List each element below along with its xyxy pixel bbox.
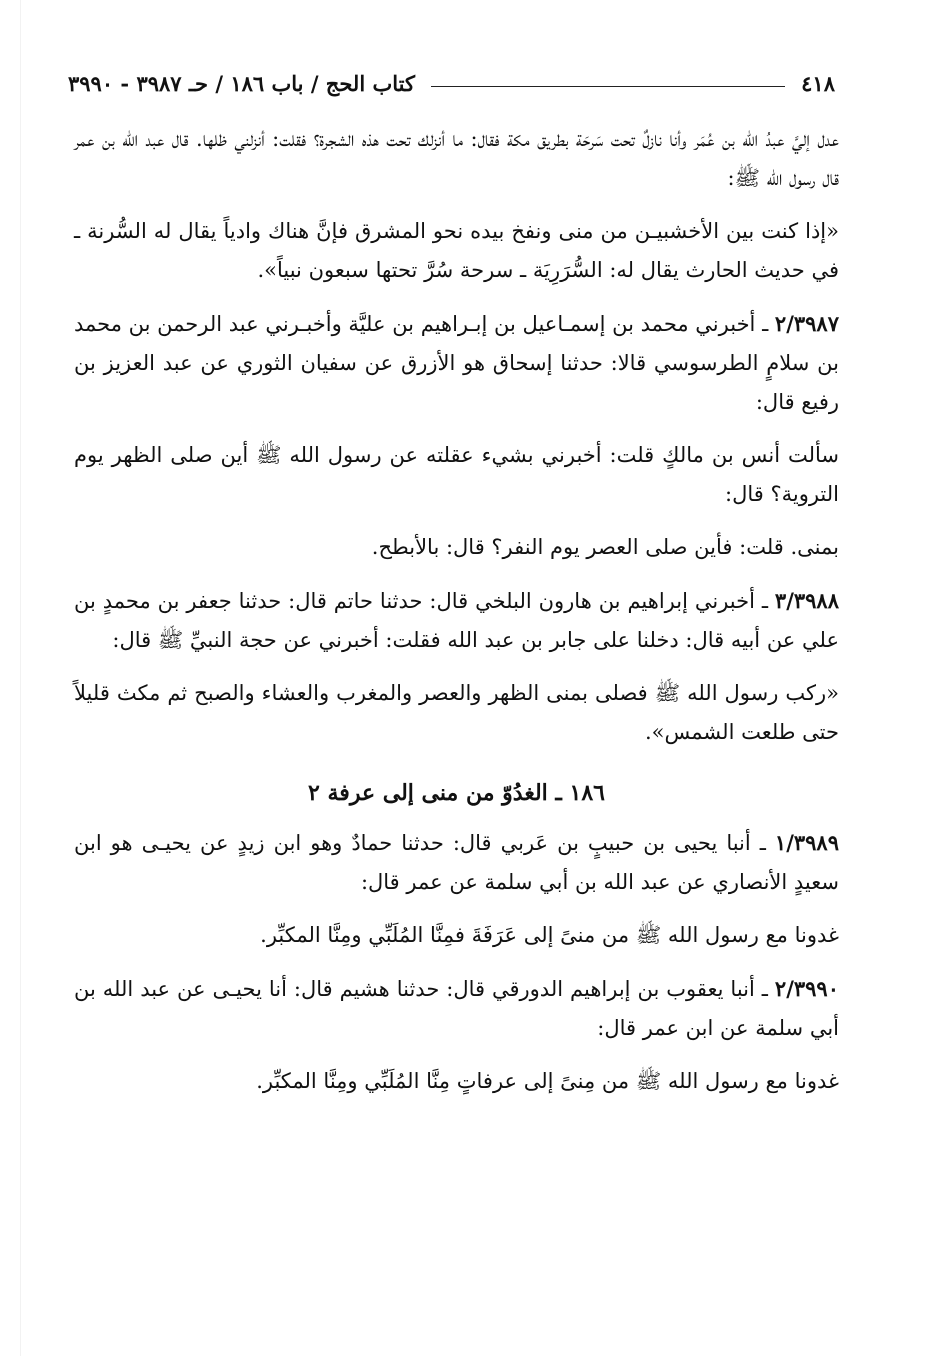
paragraph	[74, 528, 839, 567]
paragraph-text: سألت أنس بن مالكٍ قلت: أخبرني بشيء عقلته عن رسول الله ﷺ أين صلى الظهر يوم التروية؟ قال:	[74, 443, 839, 506]
hadith-number: ١/٣٩٨٩	[774, 830, 839, 855]
page-number: ٤١٨	[801, 71, 835, 96]
hadith-number: ٢/٣٩٨٧	[774, 311, 839, 336]
paragraph-text: عدل إليَّ عبدُ الله بن عُمَر وأنا نازلٌ تحت سَرحَة بطريق مكة فقال: ما أنزلك تحت هذه الشجرة؟ فقلت: أنزلني ظلها. قال عبد الله بن عمر قال رسول الله ﷺ:	[74, 127, 839, 190]
paragraph	[74, 1062, 839, 1101]
paragraph	[74, 674, 839, 752]
paragraph-text: غدونا مع رسول الله ﷺ من مِنىً إلى عرفاتٍ مِنَّا المُلَبِّي ومِنَّا المكبِّر.	[256, 1069, 839, 1093]
paragraph-text: ـ أنبا يعقوب بن إبراهيم الدورقي قال: حدثنا هشيم قال: أنا يحيـى عن عبد الله بن أبي سلمة عن ابن عمر قال:	[74, 977, 839, 1040]
page-body	[74, 120, 839, 1115]
paragraph	[74, 436, 839, 514]
hadith-paragraph	[74, 581, 839, 660]
hadith-paragraph	[74, 304, 839, 422]
paragraph	[74, 212, 839, 290]
paragraph-text: بمنى. قلت: فأين صلى العصر يوم النفر؟ قال: بالأبطح.	[371, 535, 839, 559]
page-edge-shadow	[20, 0, 21, 1356]
paragraph-text: غدونا مع رسول الله ﷺ من منىً إلى عَرَفَةَ فمِنَّا المُلَبِّي ومِنَّا المكبِّر.	[260, 923, 839, 947]
hadith-paragraph	[74, 969, 839, 1048]
paragraph-text: «إذا كنت بين الأخشبيـن من منى ونفخ بيده نحو المشرق فإنَّ هناك وادياً يقال له السُّرنة ـ في حديث الحارث يقال له: السُّرَرِيَة ـ سرحة سُرَّ تحتها سبعون نبياً».	[74, 219, 839, 282]
chapter-heading: ١٨٦ ـ الغدُوّ من منى إلى عرفة ٢	[308, 780, 605, 806]
paragraph	[74, 120, 839, 198]
page-header	[68, 62, 835, 96]
paragraph-text: ـ أنبا يحيى بن حبيبٍ بن عَربي قال: حدثنا حمادٌ وهو ابن زيدٍ عن يحيـى هو ابن سعيدٍ الأنصاري عن عبد الله بن أبي سلمة عن عمر قال:	[74, 831, 839, 894]
paragraph-text: ـ أخبرني محمد بن إسمـاعيل بن إبـراهيم بن عليَّة وأخبـرني عبد الرحمن بن محمد بن سلامٍ الطرسوسي قالا: حدثنا إسحاق هو الأزرق عن سفيان الثوري عن عبد العزيز بن رفيع قال:	[74, 312, 839, 414]
paragraph	[74, 916, 839, 955]
header-rule	[431, 86, 785, 87]
hadith-number: ٢/٣٩٩٠	[774, 976, 839, 1001]
running-title: كتاب الحج / باب ١٨٦ / حـ ٣٩٨٧ - ٣٩٩٠	[68, 71, 415, 96]
hadith-number: ٣/٣٩٨٨	[774, 588, 839, 613]
paragraph-text: ـ أخبرني إبراهيم بن هارون البلخي قال: حدثنا حاتم قال: حدثنا جعفر بن محمدٍ بن علي عن أبيه قال: دخلنا على جابر بن عبد الله فقلت: أخبرني عن حجة النبيِّ ﷺ قال:	[74, 589, 839, 652]
paragraph-text: «ركب رسول الله ﷺ فصلى بمنى الظهر والعصر والمغرب والعشاء والصبح ثم مكث قليلاً حتى طلعت الشمس».	[74, 681, 839, 744]
hadith-paragraph	[74, 823, 839, 902]
